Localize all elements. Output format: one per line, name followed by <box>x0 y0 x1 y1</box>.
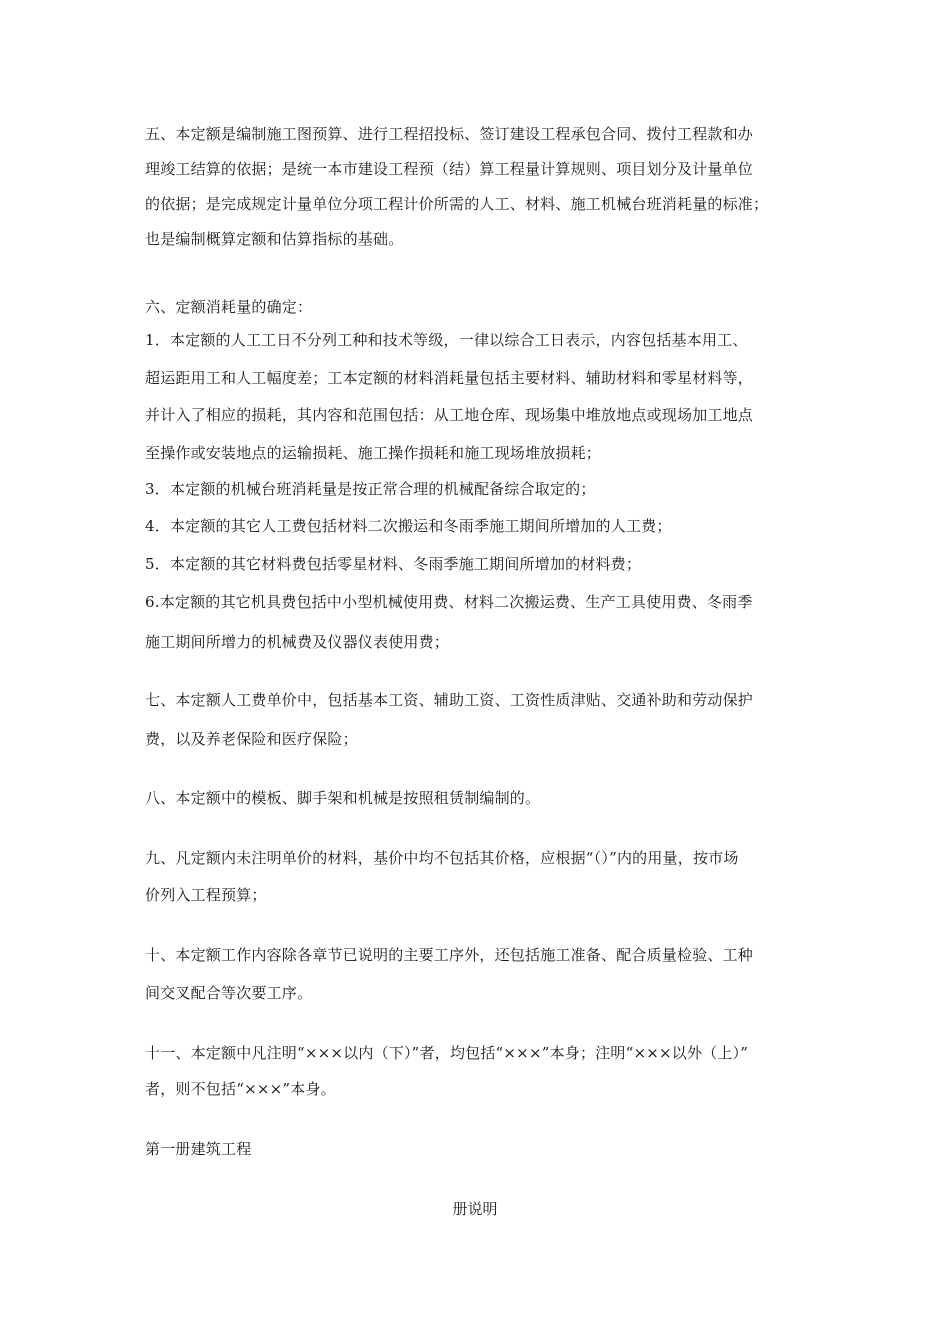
section-6-line-7: 5．本定额的其它材料费包括零星材料、冬雨季施工期间所增加的材料费； <box>145 555 642 573</box>
section-6-line-9: 施工期间所增力的机械费及仪器仪表使用费； <box>145 633 450 651</box>
section-6-title: 六、定额消耗量的确定： <box>145 298 313 316</box>
paragraph-9-line-2: 价列入工程预算； <box>145 886 267 904</box>
paragraph-7-line-1: 七、本定额人工费单价中，包括基本工资、辅助工资、工资性质津贴、交通补助和劳动保护 <box>145 691 754 709</box>
paragraph-11-line-2: 者，则不包括“×××”本身。 <box>145 1080 336 1098</box>
paragraph-5-line-1: 五、本定额是编制施工图预算、进行工程招投标、签订建设工程承包合同、拨付工程款和办 <box>145 125 754 143</box>
section-6-line-2: 超运距用工和人工幅度差；工本定额的材料消耗量包括主要材料、辅助材料和零星材料等， <box>145 369 754 387</box>
paragraph-10-line-2: 间交叉配合等次要工序。 <box>145 984 313 1002</box>
paragraph-9-line-1: 九、凡定额内未注明单价的材料，基价中均不包括其价格，应根据“（）”内的用量，按市场 <box>145 849 739 867</box>
paragraph-10-line-1: 十、本定额工作内容除各章节已说明的主要工序外，还包括施工准备、配合质量检验、工种 <box>145 946 754 964</box>
section-6-line-6: 4．本定额的其它人工费包括材料二次搬运和冬雨季施工期间所增加的人工费； <box>145 517 672 535</box>
section-6-line-1: 1．本定额的人工工日不分列工种和技术等级，一律以综合工日表示，内容包括基本用工、 <box>145 331 748 349</box>
volume-heading: 册说明 <box>452 1200 498 1218</box>
paragraph-7-line-2: 费，以及养老保险和医疗保险； <box>145 730 358 748</box>
section-6-line-4: 至操作或安装地点的运输损耗、施工操作损耗和施工现场堆放损耗； <box>145 444 602 462</box>
paragraph-5-line-4: 也是编制概算定额和估算指标的基础。 <box>145 230 404 248</box>
section-6-line-5: 3．本定额的机械台班消耗量是按正常合理的机械配备综合取定的； <box>145 480 596 498</box>
section-6-line-8: 6.本定额的其它机具费包括中小型机械使用费、材料二次搬运费、生产工具使用费、冬雨季 <box>145 593 753 611</box>
paragraph-5-line-3: 的依据；是完成规定计量单位分项工程计价所需的人工、材料、施工机械台班消耗量的标准； <box>145 195 769 213</box>
paragraph-8: 八、本定额中的模板、脚手架和机械是按照租赁制编制的。 <box>145 789 541 807</box>
paragraph-11-line-1: 十一、本定额中凡注明“×××以内（下）”者，均包括“×××”本身；注明“×××以外（上）” <box>145 1044 749 1062</box>
section-6-line-3: 并计入了相应的损耗，其内容和范围包括：从工地仓库、现场集中堆放地点或现场加工地点 <box>145 406 754 424</box>
volume-title: 第一册建筑工程 <box>145 1140 252 1158</box>
paragraph-5-line-2: 理竣工结算的依据；是统一本市建设工程预（结）算工程量计算规则、项目划分及计量单位 <box>145 160 754 178</box>
